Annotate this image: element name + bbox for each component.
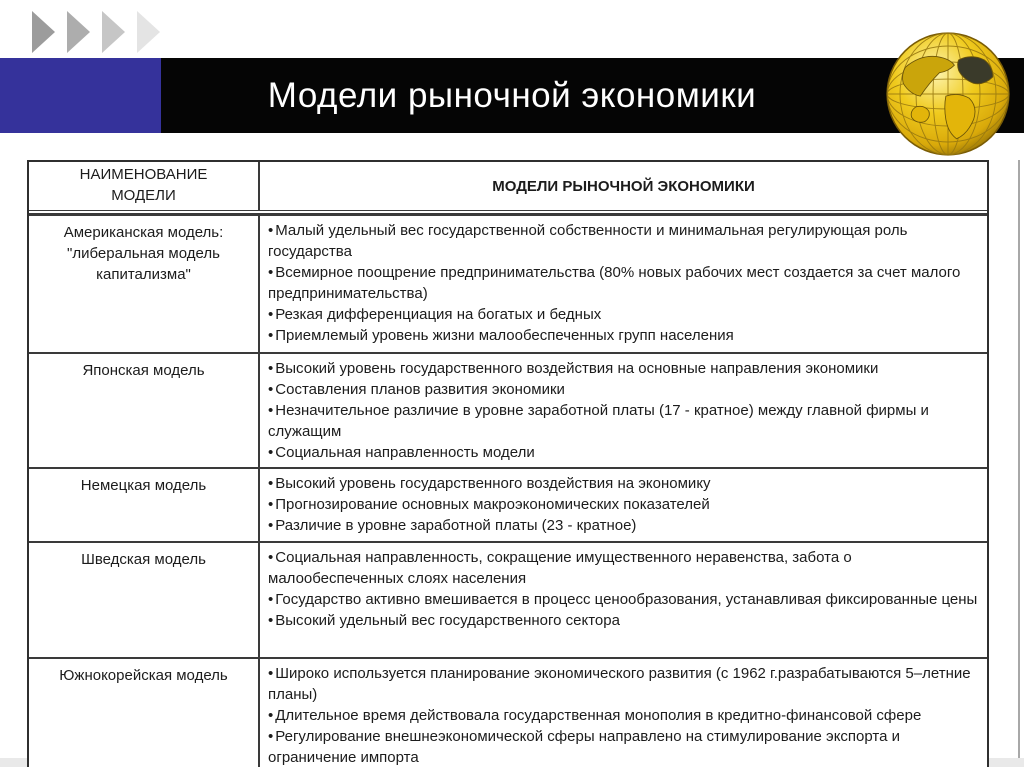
table-row-german-model [29, 467, 987, 541]
header-models-column [260, 162, 987, 210]
models-table [27, 160, 989, 767]
chevron-arrows-decoration [32, 11, 160, 53]
table-row-american-model [29, 214, 987, 352]
bullet-item: • Всемирное поощрение предпринимательства (80% новых рабочих мест создается за счет малого предпринимательства) [268, 262, 979, 304]
chevron-right-icon [102, 11, 125, 53]
bullet-item: • Приемлемый уровень жизни малообеспеченных групп населения [268, 325, 979, 346]
header-col2-label: МОДЕЛИ РЫНОЧНОЙ ЭКОНОМИКИ [492, 177, 755, 195]
header-col1-label: НАИМЕНОВАНИЕ МОДЕЛИ [79, 166, 208, 204]
bullet-item: • Прогнозирование основных макроэкономических показателей [268, 494, 979, 515]
model-name: Шведская модель [29, 543, 260, 657]
model-bullets [260, 354, 987, 467]
bullet-item: • Высокий уровень государственного воздействия на экономику [268, 473, 979, 494]
bullet-item: • Социальная направленность, сокращение имущественного неравенства, забота о малообеспеченных слоях населения [268, 547, 979, 589]
accent-block [0, 58, 161, 133]
model-bullets [260, 469, 987, 541]
globe-icon [884, 30, 1012, 158]
table-row-japanese-model [29, 352, 987, 467]
table-row-swedish-model [29, 541, 987, 657]
model-bullets [260, 659, 987, 767]
model-name: Японская модель [29, 354, 260, 467]
header-name-column [29, 162, 260, 210]
bullet-item: • Незначительное различие в уровне заработной платы (17 - кратное) между главной фирмы и служащим [268, 400, 979, 442]
page-title: Модели рыночной экономики [267, 75, 757, 115]
right-frame-line [1018, 160, 1020, 767]
model-name: Американская модель: "либеральная модель капитализма" [29, 216, 260, 352]
table-header-row [29, 162, 987, 214]
bullet-item: • Социальная направленность модели [268, 442, 979, 463]
bullet-item: • Малый удельный вес государственной собственности и минимальная регулирующая роль государства [268, 220, 979, 262]
bullet-item: • Государство активно вмешивается в процесс ценообразования, устанавливая фиксированные цены [268, 589, 979, 610]
model-bullets [260, 216, 987, 352]
chevron-right-icon [137, 11, 160, 53]
model-name: Немецкая модель [29, 469, 260, 541]
bullet-item: • Высокий удельный вес государственного сектора [268, 610, 979, 631]
chevron-right-icon [67, 11, 90, 53]
bullet-item: • Резкая дифференциация на богатых и бедных [268, 304, 979, 325]
bullet-item: • Широко используется планирование экономического развития (с 1962 г.разрабатываются 5–летние планы) [268, 663, 979, 705]
bullet-item: • Составления планов развития экономики [268, 379, 979, 400]
bullet-item: • Различие в уровне заработной платы (23 - кратное) [268, 515, 979, 536]
model-bullets [260, 543, 987, 657]
bullet-item: • Регулирование внешнеэкономической сферы направлено на стимулирование экспорта и ограничение импорта [268, 726, 979, 767]
bullet-item: • Длительное время действовала государственная монополия в кредитно-финансовой сфере [268, 705, 979, 726]
model-name: Южнокорейская модель [29, 659, 260, 767]
table-row-south-korean-model [29, 657, 987, 767]
bullet-item: • Высокий уровень государственного воздействия на основные направления экономики [268, 358, 979, 379]
chevron-right-icon [32, 11, 55, 53]
